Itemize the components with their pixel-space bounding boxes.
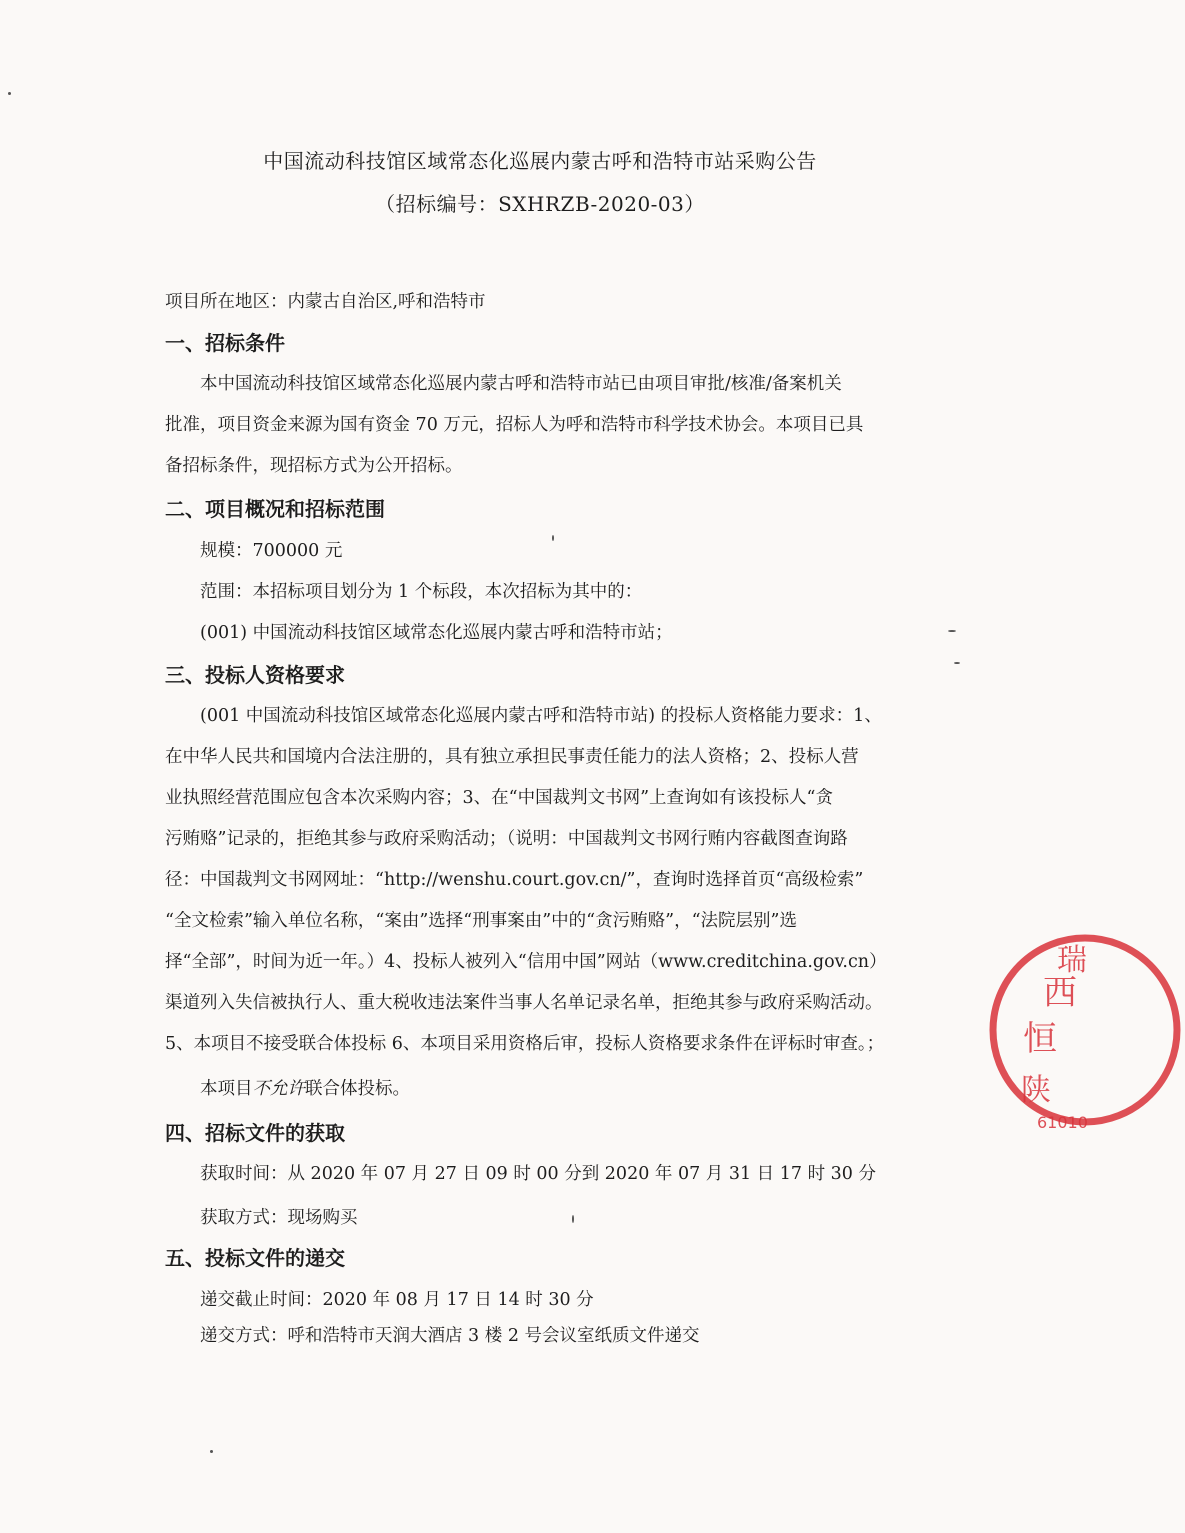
- section-2-line: 范围：本招标项目划分为 1 个标段，本次招标为其中的：: [200, 582, 643, 602]
- document-title: 中国流动科技馆区域常态化巡展内蒙古呼和浩特市站采购公告: [263, 149, 817, 173]
- section-4-line: 获取方式：现场购买: [200, 1208, 358, 1228]
- svg-text:陕: 陕: [1021, 1073, 1051, 1108]
- section-3-line: 渠道列入失信被执行人、重大税收违法案件当事人名单记录名单，拒绝其参与政府采购活动。: [165, 993, 883, 1013]
- section-4-line: 获取时间：从 2020 年 07 月 27 日 09 时 00 分到 2020 年 07 月 31 日 17 时 30 分: [200, 1164, 876, 1184]
- consortium-prefix: 本项目: [200, 1079, 253, 1099]
- svg-text:西: 西: [1043, 973, 1077, 1013]
- section-3-line: 择“全部”，时间为近一年。）4、投标人被列入“信用中国”网站（www.creditchina.gov.cn）: [165, 952, 887, 972]
- section-5-line: 递交方式：呼和浩特市天润大酒店 3 楼 2 号会议室纸质文件递交: [200, 1326, 700, 1346]
- scan-speck: [948, 630, 956, 632]
- section-5-line: 递交截止时间：2020 年 08 月 17 日 14 时 30 分: [200, 1290, 594, 1310]
- consortium-line: [200, 1075, 410, 1100]
- consortium-emphasis: 不允许: [252, 1079, 305, 1099]
- svg-text:瑞: 瑞: [1057, 943, 1087, 978]
- section-4-heading: 四、招标文件的获取: [165, 1121, 345, 1145]
- scan-speck: [8, 92, 11, 95]
- svg-text:61010: 61010: [1037, 1113, 1088, 1132]
- section-2-line: 规模：700000 元: [200, 541, 343, 561]
- project-location: 项目所在地区：内蒙古自治区,呼和浩特市: [165, 292, 486, 312]
- section-3-line: 业执照经营范围应包含本次采购内容；3、在“中国裁判文书网”上查询如有该投标人“贪: [165, 788, 833, 808]
- scan-speck: [572, 1215, 574, 1223]
- section-3-line: “全文检索”输入单位名称，“案由”选择“刑事案由”中的“贪污贿赂”，“法院层别”选: [165, 911, 797, 931]
- scan-speck: [954, 662, 960, 664]
- section-2-line: (001) 中国流动科技馆区域常态化巡展内蒙古呼和浩特市站；: [200, 623, 673, 643]
- svg-text:恒: 恒: [1023, 1019, 1057, 1059]
- section-5-heading: 五、投标文件的递交: [165, 1246, 345, 1270]
- section-1-line: 备招标条件，现招标方式为公开招标。: [165, 456, 463, 476]
- bid-number: （招标编号：SXHRZB-2020-03）: [375, 192, 705, 216]
- scan-speck: [210, 1450, 213, 1453]
- section-3-line: 5、本项目不接受联合体投标 6、本项目采用资格后审，投标人资格要求条件在评标时审查。；: [165, 1034, 885, 1054]
- official-seal-stamp: [985, 930, 1185, 1130]
- section-3-line: (001 中国流动科技馆区域常态化巡展内蒙古呼和浩特市站) 的投标人资格能力要求：1、: [200, 706, 882, 726]
- section-1-line: 本中国流动科技馆区域常态化巡展内蒙古呼和浩特市站已由项目审批/核准/备案机关: [200, 374, 842, 394]
- scan-speck: [552, 535, 554, 541]
- section-2-heading: 二、项目概况和招标范围: [165, 497, 385, 521]
- section-1-heading: 一、招标条件: [165, 331, 285, 355]
- section-3-line: 污贿赂”记录的，拒绝其参与政府采购活动；（说明：中国裁判文书网行贿内容截图查询路: [165, 829, 848, 849]
- section-3-heading: 三、投标人资格要求: [165, 663, 345, 687]
- section-3-line: 径：中国裁判文书网网址：“http://wenshu.court.gov.cn/”，查询时选择首页“高级检索”: [165, 870, 864, 890]
- consortium-suffix: 联合体投标。: [305, 1079, 410, 1099]
- section-3-line: 在中华人民共和国境内合法注册的，具有独立承担民事责任能力的法人资格；2、投标人营: [165, 747, 859, 767]
- section-1-line: 批准，项目资金来源为国有资金 70 万元，招标人为呼和浩特市科学技术协会。本项目已具: [165, 415, 864, 435]
